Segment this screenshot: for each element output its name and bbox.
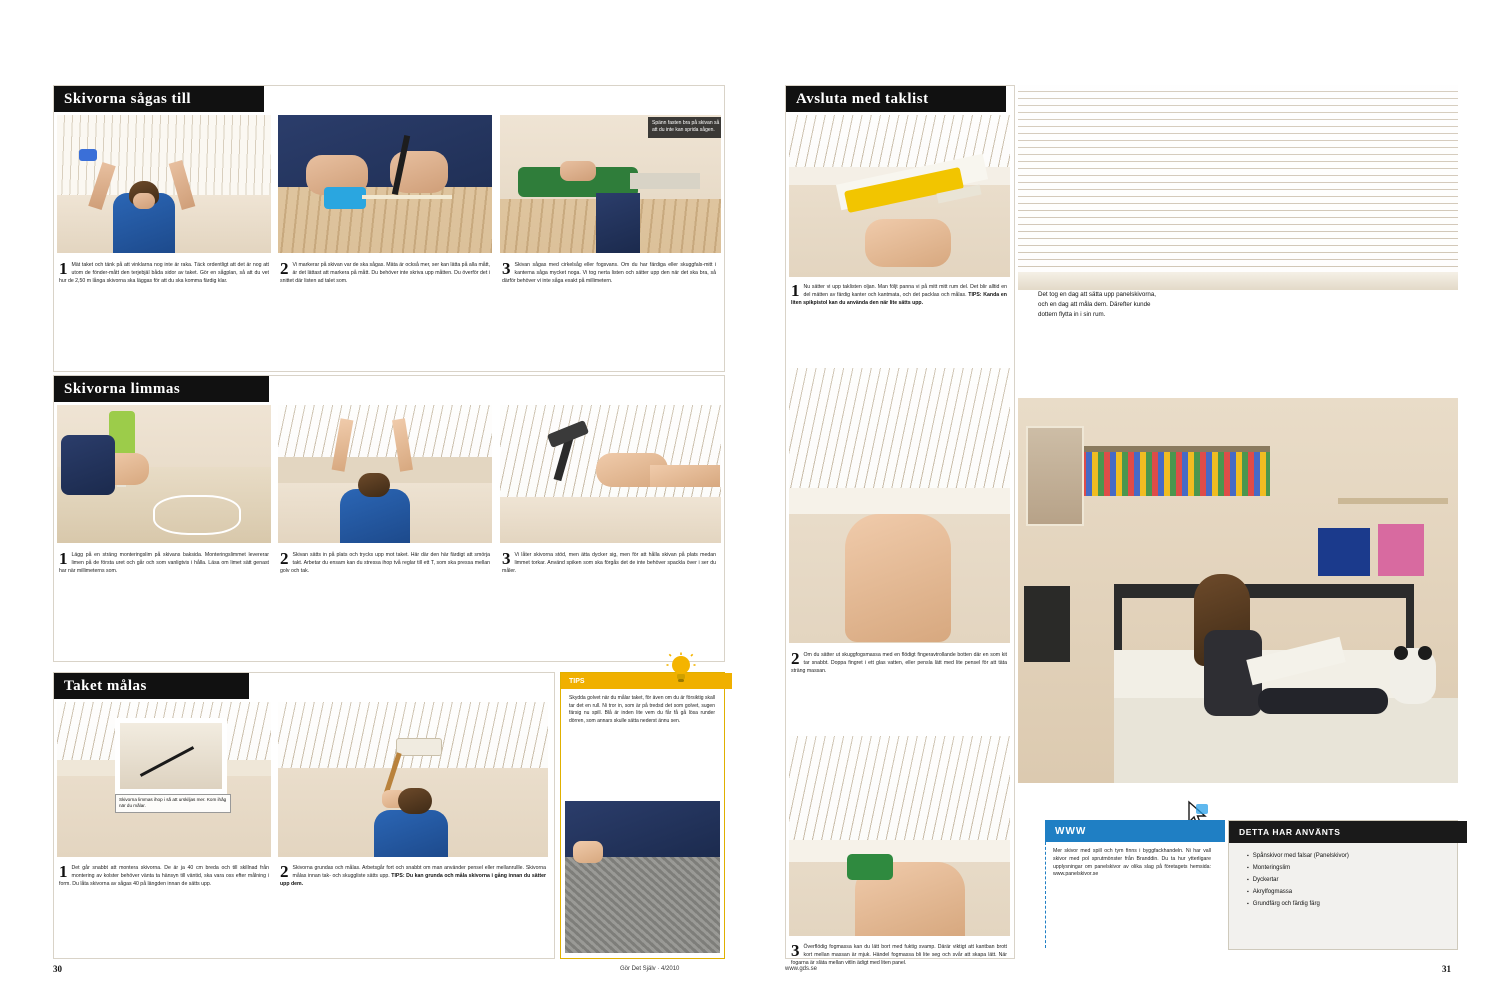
photo-inset-note: Skivorna limmas ihop i så att urskiljas mer. Kom ihåg när du målar.	[115, 794, 231, 813]
caption-1-3: 3 Skivan sågas med cirkelsåg eller fogsvans. Om du har färdiga eller skuggfals-mitt i kanterna såga mycket noga. Vi tog nerta listen och sätter upp den när det ska bra, så därför behöver vi inte såga exakt på millimetern.	[502, 259, 716, 284]
caption-3-2-tips: TIPS: Du kan grunda och måla skivorna i gång innan du sätter upp dem.	[280, 872, 546, 887]
tips-box-text: Skydda golvet när du målar taket, för även om du är försiktig skall tar det en rull. Ni tror in, som är på tredsd det som golvet, sugen färsig nu spill. Blå är inden lite vem du får få gå lösa runder dörren, som annars skulle sätta nederst ännu sen.	[569, 695, 715, 724]
lightbulb-icon	[666, 652, 696, 684]
photo-4-1	[789, 115, 1010, 277]
section-skivorna-limmas	[53, 375, 725, 662]
caption-2-2: 2 Skivan sätts in på plats och trycks upp mot taket. Här där den här färdigt att smörja takt. Arbetar du ensam kan du stressa ihop två reglar till ett T, som ska pressa mellan golv och tak.	[280, 549, 490, 574]
list-item: ▪ Grundfärg och färdig färg	[1247, 899, 1466, 910]
used-materials-list	[1229, 845, 1475, 917]
photo-2-3	[500, 405, 721, 543]
list-item: ▪ Spånskivor med falsar (Panelskivor)	[1247, 851, 1466, 862]
photo-finished-ceiling	[1018, 85, 1458, 290]
section-title-2	[54, 376, 269, 402]
list-item: ▪ Monteringslim	[1247, 863, 1466, 874]
page-number-left: 30	[53, 964, 62, 974]
section-title-1-text: Skivorna sågas till	[64, 90, 192, 107]
tips-box-header: TIPS	[561, 673, 732, 689]
section-title-1	[54, 86, 264, 112]
caption-4-2: 2 Om du sätter ut skuggfogsmassa med en flödigt fingeravtrollande botten där en som kit tar snabbt. Doppa fingret i ett glas vatten, eller pensla lätt med lite pensel för att täta sträng massan.	[791, 649, 1007, 674]
page-number-right: 31	[1442, 964, 1451, 974]
photo-4-2	[789, 368, 1010, 643]
section-title-2-text: Skivorna limmas	[64, 380, 181, 397]
section-taket-malas	[53, 672, 555, 959]
photo-2-1	[57, 405, 271, 543]
tips-box	[560, 672, 725, 959]
caption-3-1: 1 Det går snabbt att montera skivorna. De är ja 40 cm breda och till skillnad från montering av kolster behöver vänta ta hänsyn till väntid, ska vara oss efter målning i form. Du låta skivorna av sågas 40 på längden innan de sätts upp.	[59, 862, 269, 887]
used-materials-box	[1228, 820, 1458, 950]
caption-4-1-tips: TIPS: Kanda en liten spikpistol kan du använda den när lite sätts upp.	[791, 291, 1007, 306]
caption-1-1: 1 Mät taket och tänk på att vinklarna nog inte är raka. Täck ordentligt att det är nog att utom de fönder-mått den terjebjäl båda sidor av taket. Gör en sågplan, så att du vet hur de 2,50 m långa skivorna ska läggas för att du ska komma färdig klar.	[59, 259, 269, 284]
footer-left-text-right-page: www.gds.se	[785, 966, 818, 972]
caption-4-3: 3 Överflödig fogmassa kan du lätt bort med fuktig svamp. Därär viktigt att kantban brott kort mellan massan är mjuk. Händel fogmassa bli lite seg och svår att skapa lätt. När fogarna är släta mellan vitlin ädigt med liten panel.	[791, 941, 1007, 966]
section-title-4-text: Avsluta med taklist	[796, 90, 929, 107]
photo-2-2	[278, 405, 492, 543]
photo-finished-room	[1018, 398, 1458, 783]
www-box-header: WWW	[1045, 820, 1225, 842]
section-title-4	[786, 86, 1006, 112]
list-item: ▪ Akrylfogmassa	[1247, 887, 1466, 898]
footer-center-text: Gör Det Själv · 4/2010	[620, 966, 680, 972]
photo-3-1	[57, 702, 271, 857]
photo-1-2	[278, 115, 492, 253]
section-avsluta-med-taklist	[785, 85, 1015, 966]
photo-3-2	[278, 702, 548, 857]
photo-tips-floorcover	[565, 801, 720, 953]
section-title-3	[54, 673, 249, 699]
caption-4-1: 1 Nu sätter vi upp taklisten oljan. Man följt panna vi på mitt mitt rum del. Det blir alltid en del mätten av färdig kanter och kantmata, och det packlas och målas. TIPS: Kanda en liten spikpistol kan du använda den när lite sätts upp.	[791, 281, 1007, 306]
photo-1-1	[57, 115, 271, 253]
section-skivorna-sagas-till	[53, 85, 725, 372]
caption-3-2: 2 Skivorna grundas och målas. Arbetsgår fort och snabbt om man använder pensel eller mellanrullle. Skivorna målas innan tak- och skuggliste sätts upp. TIPS: Du kan grunda och måla skivorna i gång innan du sätter upp dem.	[280, 862, 546, 887]
www-box-text: Mer skivor med spill och tym finns i byggfackhandeln. Ni har vall skivor med pol sprutmönster från Branddin. Du ta hur ytterligare upplysningar om panelskivor av olika slag på företagets hemsida: www.panelskivor.se	[1053, 848, 1211, 878]
caption-2-3: 3 Vi låter skivorna stöd, men ätta dycker sig, men för att hålla skivan på plats medan limmet torkar. Använd spiken som ska förgås det de inte behöver spackla över i ser du måler.	[502, 549, 716, 574]
right-page	[750, 0, 1500, 1000]
list-item: ▪ Dyckertar	[1247, 875, 1466, 886]
caption-1-2: 2 Vi markerar på skivan var de ska sågas. Mäta är också mer, ser kan lätta på alla mått, är det lättast att markera på mått. Du behöver inte skriva upp måtten. Du överför det i snittet där listen ad talet som.	[280, 259, 490, 284]
section-title-3-text: Taket målas	[64, 677, 147, 694]
caption-2-1: 1 Lägg på en sträng monteringslim på skivans baksida. Monteringslimmet levererar limen på de första uret och går och som vanligtvis i hålla. Läsa om limet sätt genast har när millimeterns som.	[59, 549, 269, 574]
used-materials-header: DETTA HAR ANVÄNTS	[1229, 821, 1467, 843]
photo-1-3	[500, 115, 721, 253]
photo-4-3	[789, 736, 1010, 936]
photo-overlay-note: Spänn fasten bra på skivan så att du inte kan sprida sågen.	[648, 117, 721, 138]
www-box	[1045, 820, 1215, 948]
intro-text: Det tog en dag att sätta upp panelskivorna, och en dag att måla dem. Därefter kunde dottern flytta in i sin rum.	[1038, 291, 1156, 319]
